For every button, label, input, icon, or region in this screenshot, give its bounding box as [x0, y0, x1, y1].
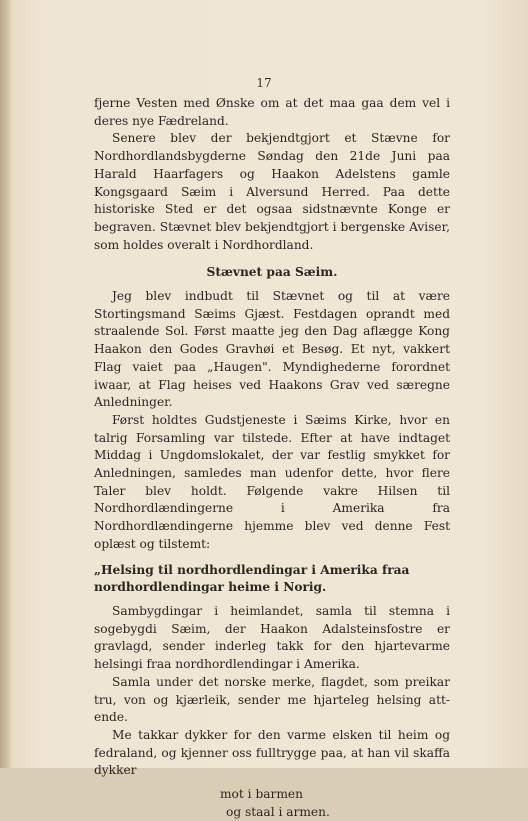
paragraph: Jeg blev indbudt til Stævnet og til at være Stortingsmand Sæims Gjæst. Festdagen oprandt med straalende Sol. Først maatte jeg den Dag aflægge Kong Haakon den Godes Gravhøi et Besøg. Et nyt, vakkert Flag vaiet paa „Haugen". Myndighederne forordnet iwaar, at Flag heises ved Haakons Grav ved særegne Anledninger.	[94, 289, 450, 410]
verse-line: og staal i armen.	[226, 804, 330, 819]
paragraph: Senere blev der bekjendtgjort et Stævne for Nordhordlandsbygderne Søndag den 21de Juni paa Harald Haarfagers og Haakon Adelstens gamle Kongsgaard Sæim i Alversund Herred. Paa dette historiske Sted er det ogsaa sidstnævnte Konge er begraven. Stævnet blev bekjendtgjort i bergenske Aviser, som holdes overalt i Nordhordland.	[94, 131, 450, 252]
body-text	[94, 95, 450, 821]
page-number: 17	[256, 76, 272, 90]
page-gutter	[0, 0, 10, 768]
verse-line: mot i barmen	[220, 787, 303, 802]
paragraph: Sambygdingar i heimlandet, samla til stemna i sogebygdi Sæim, der Haakon Adalsteinsfostre er gravlagd, sender inderleg takk for den hjartevarme helsingi fraa nordhordlendingar i Amerika.	[94, 603, 450, 672]
section-heading: Stævnet paa Sæim.	[206, 265, 338, 280]
paragraph: Me takkar dykker for den varme elsken til heim og fedraland, og kjenner oss fulltrygge paa, at han vil skaffa dykker	[94, 727, 450, 778]
paragraph: fjerne Vesten med Ønske om at det maa gaa dem vel i deres nye Fædreland.	[94, 96, 450, 128]
paragraph: Samla under det norske merke, flagdet, som preikar tru, von og kjærleik, sender me hjarteleg helsing att-ende.	[94, 674, 450, 725]
paragraph: Først holdtes Gudstjeneste i Sæims Kirke, hvor en talrig Forsamling var tilstede. Efter at have indtaget Middag i Ungdomslokalet, der var festlig smykket for Anledningen, samledes man udenfor dette, hvor flere Taler blev holdt. Følgende vakre Hilsen til Nordhordlændingerne i Amerika fra Nordhordlændingerne hjemme blev ved denne Fest oplæst og tilstemt:	[94, 412, 450, 551]
greeting-title: „Helsing til nordhordlendingar i Amerika fraa nordhordlendingar heime i Norig.	[94, 562, 410, 595]
